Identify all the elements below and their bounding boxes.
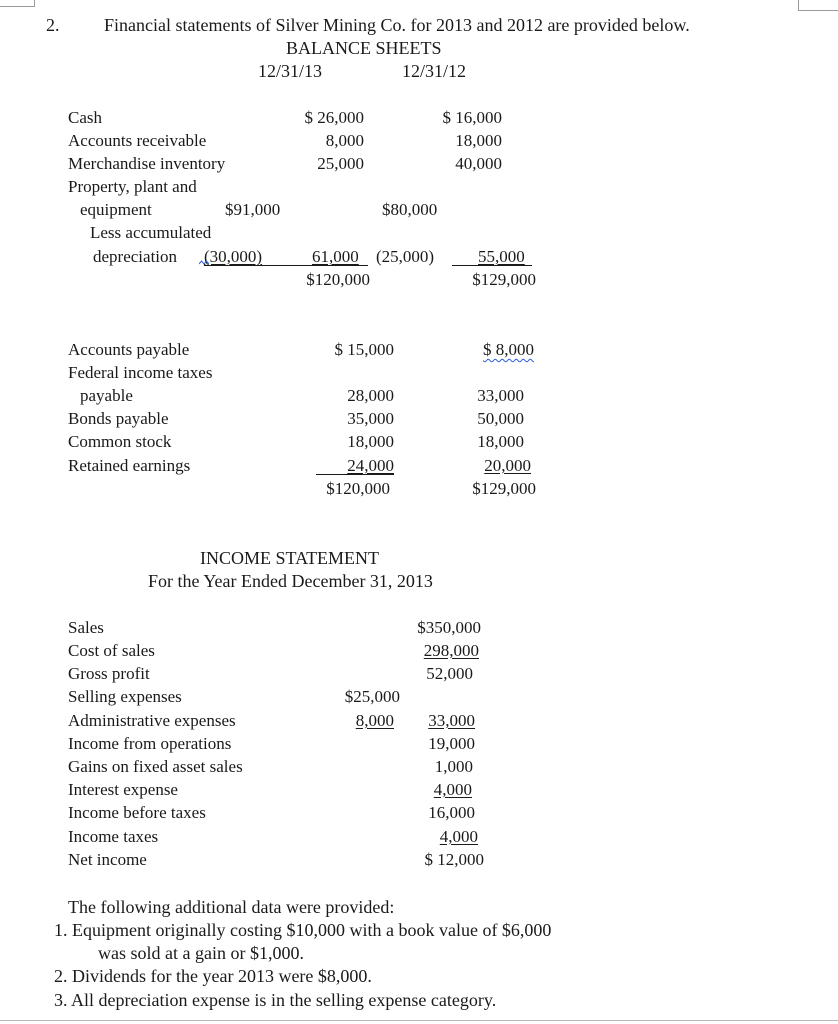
fed-tax-label-line2: payable [80,386,133,405]
gains-label: Gains on fixed asset sales [68,757,243,776]
additional-heading: The following additional data were provided: [68,897,395,917]
retained-2012: 20,000 [484,456,531,475]
common-label: Common stock [68,432,172,451]
cost-of-sales-value: 298,000 [423,641,479,660]
total-liab-2012: $129,000 [472,479,536,498]
inventory-2012: 40,000 [455,154,502,173]
interest-label: Interest expense [68,780,178,799]
sales-value: $350,000 [417,618,481,637]
bonds-label: Bonds payable [68,409,169,428]
fed-tax-2013: 28,000 [347,386,394,405]
inventory-2013: 25,000 [317,154,364,173]
cost-of-sales-label: Cost of sales [68,641,155,660]
total-assets-2012: $129,000 [472,270,536,289]
ops-label: Income from operations [68,734,232,753]
cash-label: Cash [68,108,102,127]
retained-label: Retained earnings [68,456,191,475]
receivable-2013: 8,000 [325,131,364,150]
net-ppe-2013: 61,000 [312,247,359,266]
common-2012: 18,000 [477,432,524,451]
admin-sub: 8,000 [355,711,394,730]
net-label: Net income [68,850,147,869]
ppe-gross-2012: $80,000 [382,200,438,219]
fed-tax-label-line1: Federal income taxes [68,363,213,382]
gross-profit-label: Gross profit [68,664,150,683]
payable-2013: $ 15,000 [334,340,394,359]
taxes-value: 4,000 [439,827,478,846]
income-statement-subtitle: For the Year Ended December 31, 2013 [148,571,433,591]
margin-mark-right [798,0,838,11]
balance-sheets-title: BALANCE SHEETS [286,38,442,58]
ppe-label-line1: Property, plant and [68,177,197,196]
gross-profit-value: 52,000 [426,664,473,683]
net-value: $ 12,000 [424,850,484,869]
cash-2012: $ 16,000 [442,108,502,127]
grammar-squiggle-icon [199,260,209,266]
dep-2013: (30,000) [204,247,263,266]
bonds-2013: 35,000 [347,409,394,428]
interest-value: 4,000 [433,780,472,799]
selling-sub: $25,000 [344,687,400,706]
less-accum-label: Less accumulated [90,223,212,242]
ops-value: 19,000 [428,734,475,753]
additional-item2: 2. Dividends for the year 2013 were $8,000. [54,966,372,986]
margin-mark-left [0,0,35,7]
retained-2013-rule [316,474,394,475]
sales-label: Sales [68,618,104,637]
gains-value: 1,000 [434,757,473,776]
dep-2013-rule [204,265,368,266]
admin-label: Administrative expenses [68,711,236,730]
common-2013: 18,000 [347,432,394,451]
before-tax-value: 16,000 [428,803,475,822]
receivable-label: Accounts receivable [68,131,207,150]
receivable-2012: 18,000 [455,131,502,150]
payable-label: Accounts payable [68,340,190,359]
date-2012: 12/31/12 [402,61,467,81]
net-ppe-2012: 55,000 [478,247,525,266]
additional-item3: 3. All depreciation expense is in the selling expense category. [54,990,497,1010]
fed-tax-2012: 33,000 [477,386,524,405]
additional-item1-line2: was sold at a gain or $1,000. [98,943,304,963]
intro-text: Financial statements of Silver Mining Co. for 2013 and 2012 are provided below. [104,15,690,35]
problem-number: 2. [46,15,60,35]
ppe-gross-2013: $91,000 [225,200,281,219]
total-liab-2013: $120,000 [326,479,390,498]
taxes-label: Income taxes [68,827,159,846]
dep-2012-rule [452,265,532,266]
total-assets-2013: $120,000 [306,270,370,289]
retained-2013: 24,000 [347,456,394,475]
admin-value: 33,000 [428,711,475,730]
before-tax-label: Income before taxes [68,803,206,822]
ppe-label-line2: equipment [80,200,152,219]
bonds-2012: 50,000 [477,409,524,428]
depreciation-label: depreciation [93,247,178,266]
page-bottom-rule [0,1020,838,1021]
selling-label: Selling expenses [68,687,182,706]
date-2013: 12/31/13 [258,61,323,81]
payable-2012: $ 8,000 [483,340,534,359]
dep-2012: (25,000) [376,247,435,266]
inventory-label: Merchandise inventory [68,154,226,173]
cash-2013: $ 26,000 [304,108,364,127]
additional-item1-line1: 1. Equipment originally costing $10,000 with a book value of $6,000 [54,920,552,940]
income-statement-title: INCOME STATEMENT [200,548,380,568]
